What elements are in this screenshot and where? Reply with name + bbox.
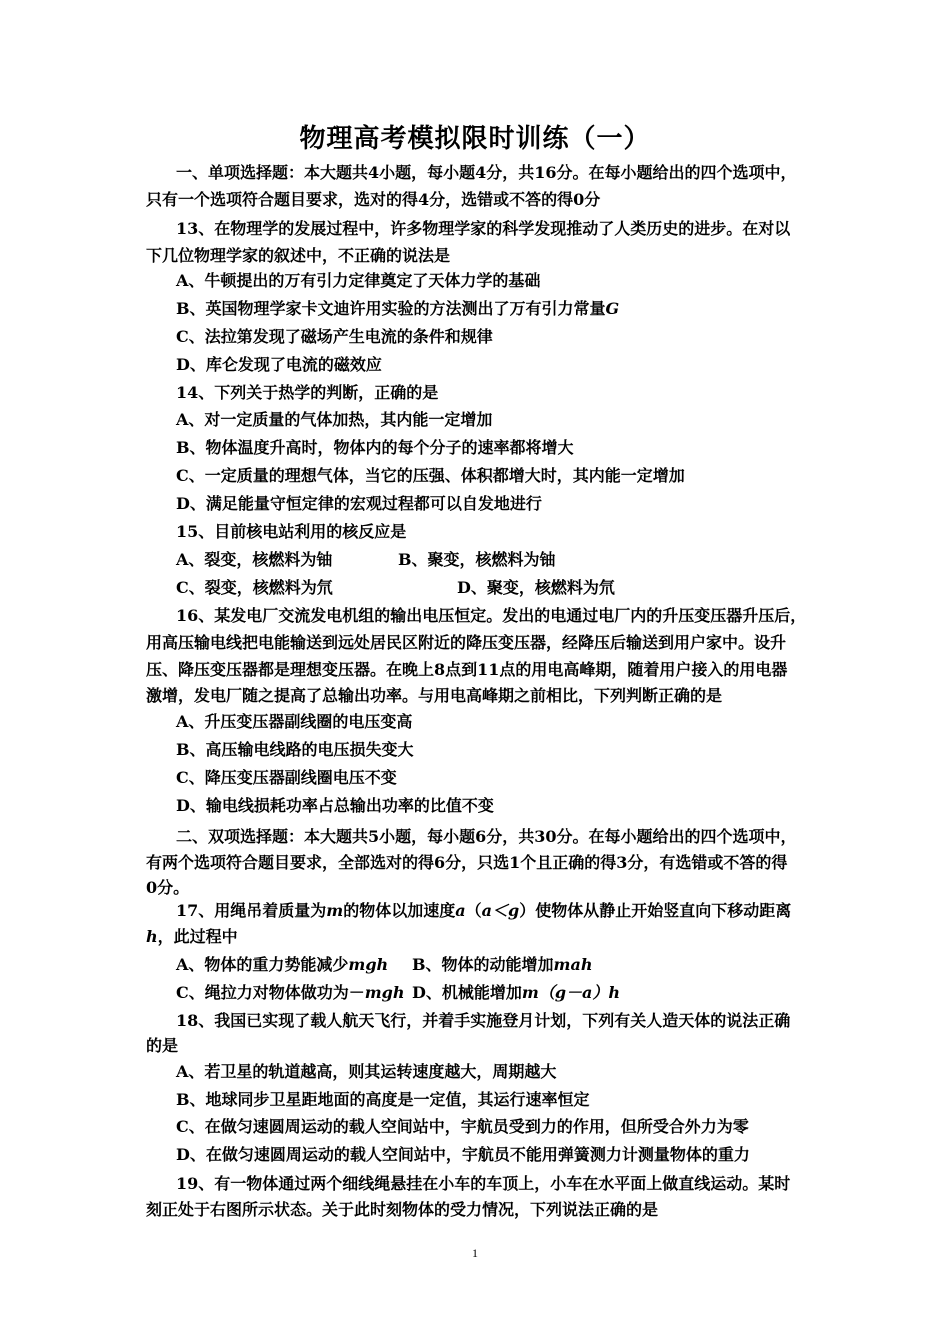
q18-option-b: B、地球同步卫星距地面的高度是一定值，其运行速率恒定 xyxy=(176,1090,590,1109)
q17-option-c xyxy=(176,983,405,1003)
q17-height-symbol: h xyxy=(146,927,158,946)
page-number: 1 xyxy=(472,1246,478,1260)
q14-option-a: A、对一定质量的气体加热，其内能一定增加 xyxy=(176,410,493,429)
q18-option-c: C、在做匀速圆周运动的载人空间站中，宇航员受到力的作用，但所受合外力为零 xyxy=(176,1117,749,1136)
q15-option-a: A、裂变，核燃料为铀 xyxy=(176,550,333,569)
q17-stem-part-2: 的物体以加速度 xyxy=(343,901,456,920)
q16-option-c: C、降压变压器副线圈电压不变 xyxy=(176,768,397,787)
q16-option-d: D、输电线损耗功率占总输出功率的比值不变 xyxy=(176,796,494,815)
q14-option-d: D、满足能量守恒定律的宏观过程都可以自发地进行 xyxy=(176,494,542,513)
q17-stem2 xyxy=(146,927,238,947)
q15-stem: 15、目前核电站利用的核反应是 xyxy=(176,522,407,541)
q17-option-a-expr: mgh xyxy=(348,955,389,974)
q18-stem2: 的是 xyxy=(146,1036,179,1055)
q17-option-d-text: D、机械能增加 xyxy=(412,983,522,1002)
section1-line1: 一、单项选择题：本大题共4小题，每小题4分，共16分。在每小题给出的四个选项中， xyxy=(176,163,797,182)
q18-option-d: D、在做匀速圆周运动的载人空间站中，宇航员不能用弹簧测力计测量物体的重力 xyxy=(176,1145,750,1164)
q17-option-b-text: B、物体的动能增加 xyxy=(412,955,554,974)
section2-line1: 二、双项选择题：本大题共5小题，每小题6分，共30分。在每小题给出的四个选项中， xyxy=(176,827,797,846)
q16-stem2: 用高压输电线把电能输送到远处居民区附近的降压变压器，经降压后输送到用户家中。设升 xyxy=(146,633,787,652)
q14-option-b: B、物体温度升高时，物体内的每个分子的速率都将增大 xyxy=(176,438,574,457)
q17-acceleration-symbol: a xyxy=(455,901,466,920)
q19-stem2: 刻正处于右图所示状态。关于此时刻物体的受力情况，下列说法正确的是 xyxy=(146,1200,659,1219)
q17-option-d-expr: m（g－a）h xyxy=(521,983,621,1002)
q13-stem1: 13、在物理学的发展过程中，许多物理学家的科学发现推动了人类历史的进步。在对以 xyxy=(176,219,791,238)
q13-option-c: C、法拉第发现了磁场产生电流的条件和规律 xyxy=(176,327,493,346)
q17-stem-part-3: （ xyxy=(465,901,482,920)
q17-option-c-text: C、绳拉力对物体做功为－ xyxy=(176,983,365,1002)
q15-option-d: D、聚变，核燃料为氘 xyxy=(457,578,615,597)
page-title: 物理高考模拟限时训练（一） xyxy=(299,124,651,154)
q13-option-b xyxy=(176,299,619,319)
q16-option-a: A、升压变压器副线圈的电压变高 xyxy=(176,712,413,731)
q16-option-b: B、高压输电线路的电压损失变大 xyxy=(176,740,414,759)
q17-option-b xyxy=(412,955,592,975)
section2-line3: 0分。 xyxy=(146,878,190,897)
q13-option-d: D、库仑发现了电流的磁效应 xyxy=(176,355,382,374)
section1-line2: 只有一个选项符合题目要求，选对的得4分，选错或不答的得0分 xyxy=(146,190,601,209)
q14-stem: 14、下列关于热学的判断，正确的是 xyxy=(176,383,439,402)
q15-option-c: C、裂变，核燃料为氘 xyxy=(176,578,333,597)
q17-option-a xyxy=(176,955,388,975)
q17-stem-part-1: 17、用绳吊着质量为 xyxy=(176,901,327,920)
q17-condition: a＜g xyxy=(481,901,520,920)
q16-stem3: 压、降压变压器都是理想变压器。在晚上8点到11点的用电高峰期，随着用户接入的用电器 xyxy=(146,660,788,679)
q18-stem1: 18、我国已实现了载人航天飞行，并着手实施登月计划，下列有关人造天体的说法正确 xyxy=(176,1011,791,1030)
q19-stem1: 19、有一物体通过两个细线绳悬挂在小车的车顶上，小车在水平面上做直线运动。某时 xyxy=(176,1174,791,1193)
q16-stem4: 激增，发电厂随之提高了总输出功率。与用电高峰期之前相比，下列判断正确的是 xyxy=(146,686,723,705)
q16-stem1: 16、某发电厂交流发电机组的输出电压恒定。发出的电通过电厂内的升压变压器升压后， xyxy=(176,606,807,625)
q17-option-c-expr: mgh xyxy=(364,983,405,1002)
q15-option-b: B、聚变，核燃料为铀 xyxy=(398,550,556,569)
q17-option-a-text: A、物体的重力势能减少 xyxy=(176,955,349,974)
q17-mass-symbol: m xyxy=(326,901,344,920)
q13-option-a: A、牛顿提出的万有引力定律奠定了天体力学的基础 xyxy=(176,271,541,290)
q17-stem-part-5: ，此过程中 xyxy=(157,927,238,946)
gravitational-constant-symbol: G xyxy=(605,299,620,318)
q17-stem-part-4: ）使物体从静止开始竖直向下移动距离 xyxy=(519,901,792,920)
q17-option-d xyxy=(412,983,620,1003)
q13-stem2: 下几位物理学家的叙述中，不正确的说法是 xyxy=(146,246,451,265)
q17-stem1 xyxy=(176,901,791,921)
section2-line2: 有两个选项符合题目要求，全部选对的得6分，只选1个且正确的得3分，有选错或不答的得 xyxy=(146,853,788,872)
q14-option-c: C、一定质量的理想气体，当它的压强、体积都增大时，其内能一定增加 xyxy=(176,466,685,485)
q17-option-b-expr: mah xyxy=(553,955,593,974)
q13-option-b-text: B、英国物理学家卡文迪许用实验的方法测出了万有引力常量 xyxy=(176,299,606,318)
q18-option-a: A、若卫星的轨道越高，则其运转速度越大，周期越大 xyxy=(176,1062,557,1081)
